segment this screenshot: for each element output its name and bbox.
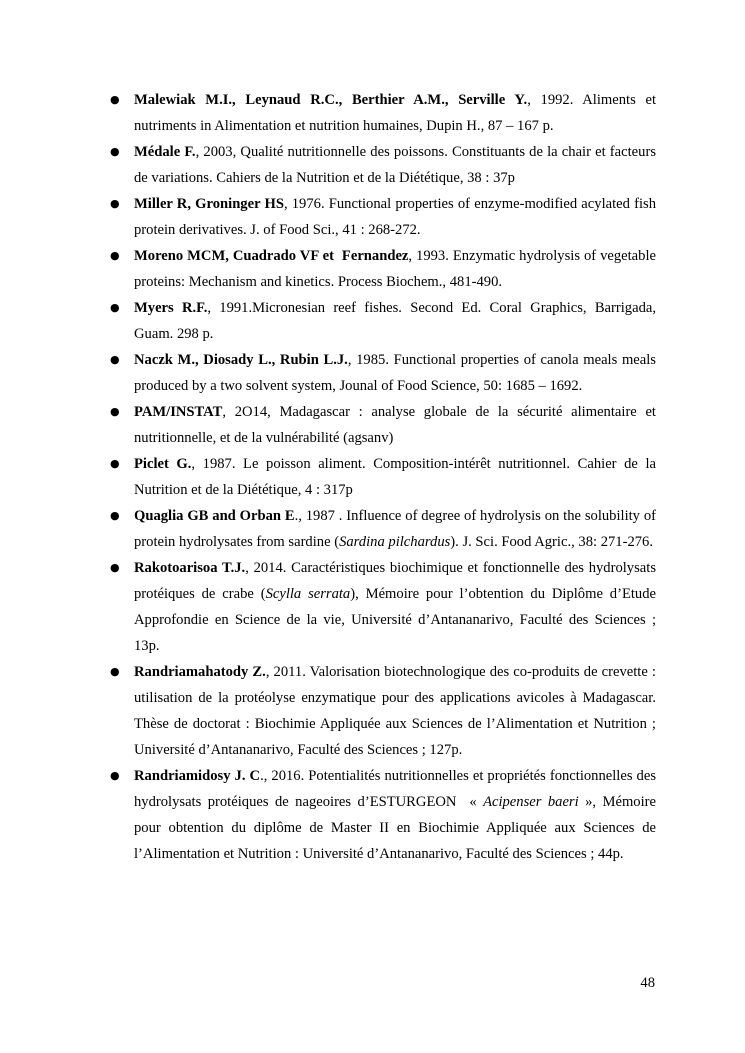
reference-item xyxy=(108,399,656,451)
reference-authors: Randriamidosy J. C xyxy=(134,768,261,784)
reference-item xyxy=(108,659,656,763)
reference-text: , 1985. Functional properties of canola meals meals produced by a two solvent system, Jounal of Food Science, 50: 1685 – 1692. xyxy=(134,352,656,394)
bullet-icon: ● xyxy=(110,93,120,106)
reference-text: ., 2016. Potentialités nutritionnelles et propriétés fonctionnelles des hydrolysats protéiques de nageoires d’ESTURGEON « xyxy=(134,768,660,810)
reference-authors: Malewiak M.I., Leynaud R.C., Berthier A.M., Serville Y. xyxy=(134,92,528,108)
reference-authors: Randriamahatody Z. xyxy=(134,664,266,680)
reference-text: , 1991.Micronesian reef fishes. Second Ed. Coral Graphics, Barrigada, Guam. 298 p. xyxy=(134,300,656,342)
reference-text: , 1987. Le poisson aliment. Composition-intérêt nutritionnel. Cahier de la Nutrition et de la Diététique, 4 : 317p xyxy=(134,456,656,498)
reference-authors: Rakotoarisoa T.J. xyxy=(134,560,246,576)
page-number: 48 xyxy=(640,975,655,991)
reference-item xyxy=(108,191,656,243)
species-name: Acipenser baeri xyxy=(483,794,579,810)
bullet-icon: ● xyxy=(110,457,120,470)
reference-item xyxy=(108,503,656,555)
reference-authors: Médale F. xyxy=(134,144,196,160)
reference-authors: Myers R.F. xyxy=(134,300,208,316)
reference-item xyxy=(108,139,656,191)
species-name: Sardina pilchardus xyxy=(339,534,451,550)
reference-text: », Mémoire pour obtention du diplôme de Master II en Biochimie Appliquée aux Sciences de l’Alimentation et Nutrition : Université d’Antananarivo, Faculté des Sciences ; 44p. xyxy=(134,794,656,862)
reference-item xyxy=(108,243,656,295)
reference-item xyxy=(108,347,656,399)
reference-authors: Naczk M., Diosady L., Rubin L.J. xyxy=(134,352,348,368)
reference-authors: Quaglia GB and Orban E xyxy=(134,508,295,524)
reference-item xyxy=(108,87,656,139)
bullet-icon: ● xyxy=(110,197,120,210)
reference-text: , 2011. Valorisation biotechnologique des co-produits de crevette : utilisation de la protéolyse enzymatique pour des applications avicoles à Madagascar. Thèse de doctorat : Biochimie Appliquée aux Sciences de l’Alimentation et Nutrition ; Université d’Antananarivo, Faculté des Sciences ; 127p. xyxy=(134,664,656,758)
bullet-icon: ● xyxy=(110,561,120,574)
reference-text: ), Mémoire pour l’obtention du Diplôme d’Etude Approfondie en Science de la vie, Université d’Antananarivo, Faculté des Sciences ; 13p. xyxy=(134,586,656,654)
bullet-icon: ● xyxy=(110,769,120,782)
reference-item xyxy=(108,295,656,347)
reference-text: ., 1987 . Influence of degree of hydrolysis on the solubility of protein hydrolysates from sardine ( xyxy=(134,508,656,550)
bullet-icon: ● xyxy=(110,301,120,314)
reference-text: , 2014. Caractéristiques biochimique et fonctionnelle des hydrolysats protéiques de crabe ( xyxy=(134,560,656,602)
reference-authors: PAM/INSTAT xyxy=(134,404,223,420)
reference-item xyxy=(108,555,656,659)
reference-text: ). J. Sci. Food Agric., 38: 271-276. xyxy=(450,534,653,550)
reference-text: , 2O14, Madagascar : analyse globale de la sécurité alimentaire et nutritionnelle, et de la vulnérabilité (agsanv) xyxy=(134,404,656,446)
bullet-icon: ● xyxy=(110,509,120,522)
reference-text: , 1976. Functional properties of enzyme-modified acylated fish protein derivatives. J. of Food Sci., 41 : 268-272. xyxy=(134,196,656,238)
reference-list xyxy=(108,87,660,867)
reference-authors: Miller R, Groninger HS xyxy=(134,196,284,212)
reference-text: , 2003, Qualité nutritionnelle des poissons. Constituants de la chair et facteurs de variations. Cahiers de la Nutrition et de la Diététique, 38 : 37p xyxy=(134,144,656,186)
bullet-icon: ● xyxy=(110,145,120,158)
bullet-icon: ● xyxy=(110,249,120,262)
reference-text: , 1993. Enzymatic hydrolysis of vegetable proteins: Mechanism and kinetics. Process Biochem., 481-490. xyxy=(134,248,656,290)
reference-item xyxy=(108,451,656,503)
bullet-icon: ● xyxy=(110,405,120,418)
reference-authors: Piclet G. xyxy=(134,456,192,472)
bullet-icon: ● xyxy=(110,665,120,678)
species-name: Scylla serrata xyxy=(265,586,351,602)
reference-item xyxy=(108,763,660,867)
reference-text: , 1992. Aliments et nutriments in Alimentation et nutrition humaines, Dupin H., 87 – 167 p. xyxy=(134,92,656,134)
bullet-icon: ● xyxy=(110,353,120,366)
reference-authors: Moreno MCM, Cuadrado VF et Fernandez xyxy=(134,248,409,264)
